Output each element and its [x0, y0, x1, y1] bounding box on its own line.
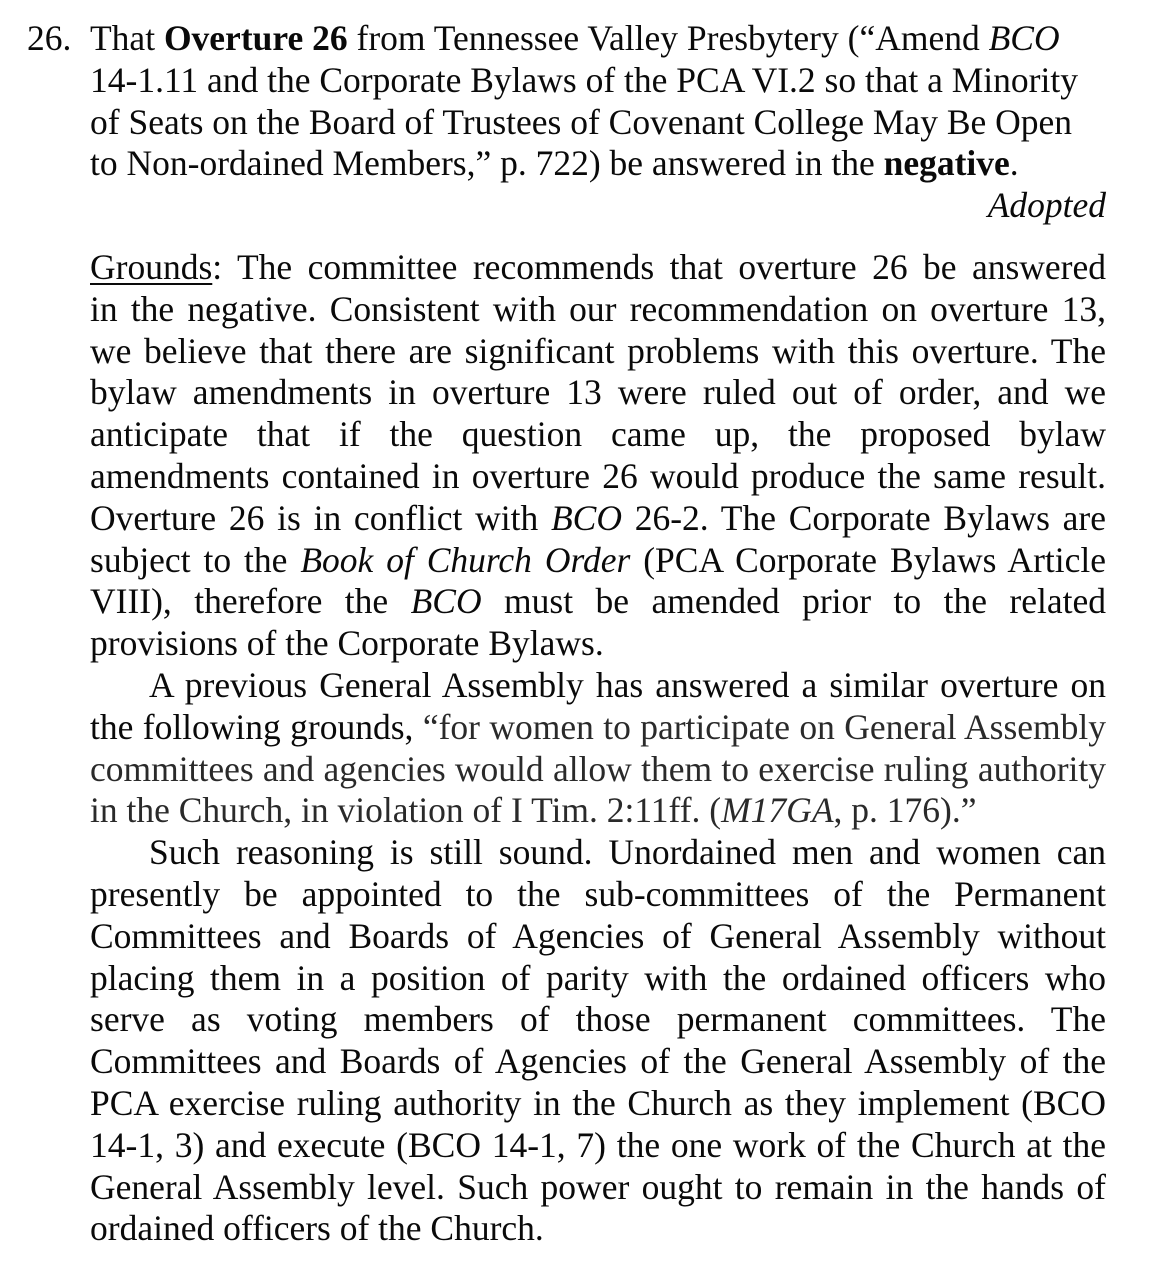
grounds-line-8 [90, 540, 1106, 582]
p2-line-3: committees and agencies would allow them to exercise ruling authority [90, 748, 1106, 789]
overture-number-bold: Overture 26 [163, 18, 348, 58]
resolution-line-1 [90, 18, 1106, 60]
quoted-text: , p. 176).” [833, 790, 977, 831]
quoted-text: “for women to participate on General Assembly [422, 706, 1107, 747]
status-adopted: Adopted [987, 185, 1106, 226]
grounds-label-colon: : [212, 246, 223, 287]
grounds-paragraph-2 [90, 665, 1106, 832]
grounds-line-6: amendments contained in overture 26 would produce the same result. [90, 455, 1106, 496]
item-number: 26. [27, 18, 72, 58]
resolution-line-2: 14-1.11 and the Corporate Bylaws of the PCA VI.2 so that a Minority [90, 59, 1078, 100]
resolution-text [90, 18, 1106, 185]
grounds-line-3: we believe that there are significant problems with this overture. The [90, 330, 1106, 371]
grounds-line-7 [90, 498, 1106, 540]
grounds-line-4: bylaw amendments in overture 13 were ruled out of order, and we [90, 372, 1106, 413]
book-of-church-order-italic: Book of Church Order [300, 539, 631, 580]
text-run: from Tennessee Valley Presbytery (“Amend [347, 18, 989, 58]
negative-bold: negative [883, 143, 1010, 184]
text-run: to Non-ordained Members,” p. 722) be answered in the [90, 143, 884, 184]
grounds-line-9 [90, 581, 1106, 623]
text-run: 26-2. The Corporate Bylaws are [621, 497, 1106, 538]
text-run: . [1009, 143, 1019, 184]
text-run: The committee recommends that overture 26 be answered [222, 246, 1106, 287]
p3-line-8: 14-1, 3) and execute (BCO 14-1, 7) the one work of the Church at the [90, 1124, 1106, 1165]
p3-line-2: presently be appointed to the sub-committees of the Permanent [90, 873, 1106, 914]
grounds-paragraph-1 [90, 247, 1106, 665]
text-run: Overture 26 is in conflict with [90, 497, 551, 538]
bco-italic: BCO [988, 18, 1060, 58]
text-run: subject to the [90, 539, 301, 580]
p2-line-4 [90, 790, 1106, 832]
text-run: the following grounds, [90, 706, 423, 747]
p3-line-10: ordained officers of the Church. [90, 1208, 544, 1249]
p2-line-1: A previous General Assembly has answered a similar overture on [149, 664, 1106, 705]
p3-line-3: Committees and Boards of Agencies of General Assembly without [90, 915, 1106, 956]
text-run: That [90, 18, 164, 58]
grounds-line-5: anticipate that if the question came up, the proposed bylaw [90, 414, 1106, 455]
p3-line-7: PCA exercise ruling authority in the Church as they implement (BCO [90, 1082, 1106, 1123]
grounds-label: Grounds [90, 246, 213, 287]
resolution-line-3: of Seats on the Board of Trustees of Covenant College May Be Open [90, 101, 1073, 142]
text-run: VIII), therefore the [90, 581, 411, 622]
bco-italic: BCO [550, 497, 622, 538]
citation-italic: M17GA [721, 790, 834, 831]
quoted-text: in the Church, in violation of I Tim. 2:11ff. ( [90, 790, 722, 831]
grounds-line-10: provisions of the Corporate Bylaws. [90, 623, 604, 664]
p2-line-2 [90, 707, 1106, 749]
overture-item [27, 18, 1107, 1250]
text-run: must be amended prior to the related [481, 581, 1106, 622]
p3-line-5: serve as voting members of those permanent committees. The [90, 999, 1106, 1040]
grounds-line-2: in the negative. Consistent with our recommendation on overture 13, [90, 288, 1106, 329]
p3-line-6: Committees and Boards of Agencies of the General Assembly of the [90, 1041, 1106, 1082]
grounds-section [90, 247, 1106, 1250]
p3-line-1: Such reasoning is still sound. Unordained men and women can [149, 832, 1106, 873]
p3-line-4: placing them in a position of parity with the ordained officers who [90, 957, 1106, 998]
p3-line-9: General Assembly level. Such power ought to remain in the hands of [90, 1166, 1106, 1207]
grounds-line-1 [90, 247, 1106, 289]
text-run: (PCA Corporate Bylaws Article [630, 539, 1106, 580]
bco-italic: BCO [410, 581, 482, 622]
resolution-line-4 [90, 143, 1106, 185]
grounds-paragraph-3 [90, 832, 1106, 1250]
